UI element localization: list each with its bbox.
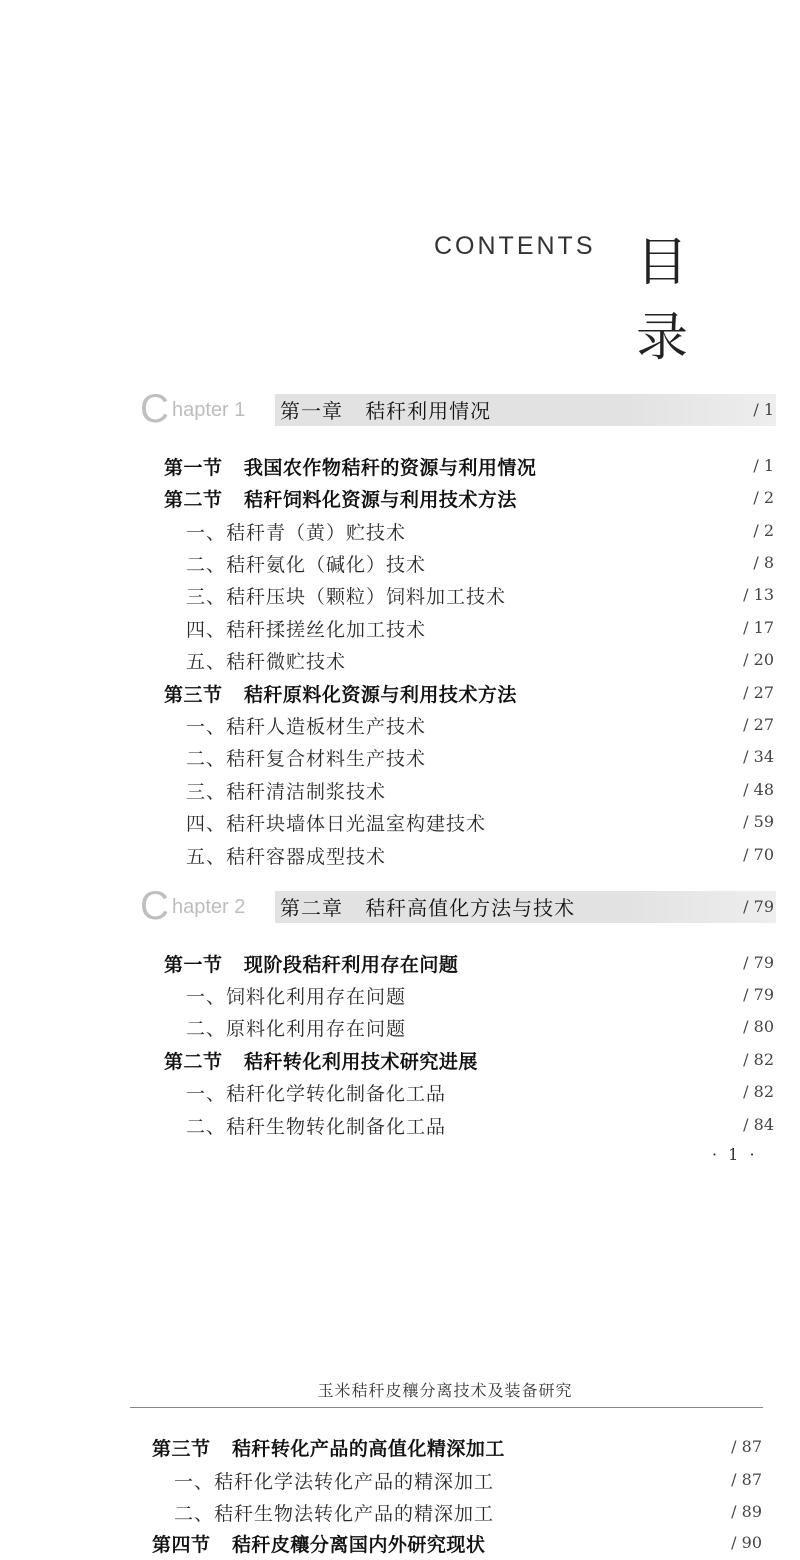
toc-entry-page: / 70 <box>743 845 774 864</box>
toc-entry-page: / 17 <box>743 618 774 637</box>
toc-entry[interactable] <box>164 1047 776 1077</box>
toc-entry-text: 一、秸秆人造板材生产技术 <box>186 716 427 738</box>
toc-entry[interactable] <box>186 982 776 1012</box>
toc-entry-text: 一、饲料化利用存在问题 <box>186 986 407 1008</box>
toc-entry-page: / 79 <box>743 985 774 1004</box>
toc-entry-page: / 80 <box>743 1017 774 1036</box>
chapter-label: hapter 1 <box>172 399 246 421</box>
toc-entry[interactable] <box>186 712 776 742</box>
toc-entry[interactable] <box>186 1079 776 1109</box>
toc-entry-page: / 48 <box>743 780 774 799</box>
toc-entry-page: / 90 <box>731 1533 762 1552</box>
toc-entry-page: / 20 <box>743 650 774 669</box>
toc-entry-page: / 59 <box>743 812 774 831</box>
toc-entry-text: 二、原料化利用存在问题 <box>186 1018 407 1040</box>
toc-entry-page: / 89 <box>731 1502 762 1521</box>
toc-entry[interactable] <box>164 950 776 980</box>
chapter-1-header[interactable] <box>140 387 776 431</box>
toc-entry-page: / 82 <box>743 1082 774 1101</box>
toc-entry-page: / 82 <box>743 1050 774 1069</box>
toc-entry-text: 第三节 秸秆原料化资源与利用技术方法 <box>164 684 517 706</box>
toc-entry-text: 一、秸秆化学转化制备化工品 <box>186 1083 447 1105</box>
toc-entry-text: 第二节 秸秆转化利用技术研究进展 <box>164 1051 478 1073</box>
chapter-initial: C <box>140 884 169 928</box>
chapter-title: 第二章 秸秆高值化方法与技术 <box>280 896 576 920</box>
toc-entry-text: 第四节 秸秆皮穰分离国内外研究现状 <box>152 1534 486 1556</box>
toc-entry-page: / 8 <box>753 553 774 572</box>
running-head: 玉米秸秆皮穰分离技术及装备研究 <box>317 1381 573 1400</box>
chapter-initial: C <box>140 387 169 431</box>
toc-entry-text: 第三节 秸秆转化产品的高值化精深加工 <box>152 1438 505 1460</box>
contents-heading-zh: 目 录 <box>636 233 723 368</box>
chapter-page: / 79 <box>743 897 774 916</box>
toc-entry-text: 三、秸秆压块（颗粒）饲料加工技术 <box>186 586 507 608</box>
toc-entry-text: 第一节 现阶段秸秆利用存在问题 <box>164 954 459 976</box>
toc-entry-text: 二、秸秆氨化（碱化）技术 <box>186 554 427 576</box>
toc-entry[interactable] <box>164 485 776 515</box>
toc-entry-text: 四、秸秆揉搓丝化加工技术 <box>186 619 427 641</box>
toc-entry[interactable] <box>164 680 776 710</box>
toc-entry[interactable] <box>186 842 776 872</box>
toc-entry[interactable] <box>186 744 776 774</box>
toc-entry-page: / 13 <box>743 585 774 604</box>
toc-entry-text: 二、秸秆复合材料生产技术 <box>186 748 427 770</box>
header-divider <box>130 1407 763 1408</box>
toc-entry-text: 第一节 我国农作物秸秆的资源与利用情况 <box>164 457 537 479</box>
toc-entry[interactable] <box>186 582 776 612</box>
toc-entry-page: / 27 <box>743 683 774 702</box>
toc-entry-text: 四、秸秆块墙体日光温室构建技术 <box>186 813 487 835</box>
toc-entry[interactable] <box>164 453 776 483</box>
toc-entry-page: / 79 <box>743 953 774 972</box>
chapter-label: hapter 2 <box>172 896 246 918</box>
toc-entry[interactable] <box>174 1467 764 1497</box>
toc-entry-page: / 2 <box>753 521 774 540</box>
toc-entry-page: / 34 <box>743 747 774 766</box>
chapter-page: / 1 <box>753 400 774 419</box>
toc-entry-page: / 84 <box>743 1115 774 1134</box>
toc-entry-text: 二、秸秆生物法转化产品的精深加工 <box>174 1503 495 1525</box>
toc-entry[interactable] <box>186 809 776 839</box>
toc-entry[interactable] <box>186 550 776 580</box>
toc-entry-text: 第二节 秸秆饲料化资源与利用技术方法 <box>164 489 517 511</box>
toc-entry[interactable] <box>186 647 776 677</box>
contents-heading-en: CONTENTS <box>434 232 596 260</box>
toc-entry[interactable] <box>186 1014 776 1044</box>
toc-entry-text: 一、秸秆青（黄）贮技术 <box>186 522 407 544</box>
toc-entry[interactable] <box>186 1112 776 1142</box>
toc-entry[interactable] <box>186 615 776 645</box>
toc-entry[interactable] <box>152 1434 764 1464</box>
chapter-2-header[interactable] <box>140 884 776 928</box>
toc-entry[interactable] <box>186 518 776 548</box>
toc-entry-text: 一、秸秆化学法转化产品的精深加工 <box>174 1471 495 1493</box>
toc-entry-text: 五、秸秆容器成型技术 <box>186 846 387 868</box>
toc-entry[interactable] <box>152 1530 764 1560</box>
toc-entry-page: / 27 <box>743 715 774 734</box>
toc-entry-text: 五、秸秆微贮技术 <box>186 651 347 673</box>
toc-entry-page: / 87 <box>731 1470 762 1489</box>
toc-entry-text: 三、秸秆清洁制浆技术 <box>186 781 387 803</box>
chapter-title: 第一章 秸秆利用情况 <box>280 399 492 423</box>
toc-entry-page: / 2 <box>753 488 774 507</box>
toc-entry-page: / 87 <box>731 1437 762 1456</box>
toc-entry-text: 二、秸秆生物转化制备化工品 <box>186 1116 447 1138</box>
toc-entry[interactable] <box>186 777 776 807</box>
toc-entry-page: / 1 <box>753 456 774 475</box>
page-number: · 1 · <box>712 1145 758 1164</box>
toc-entry[interactable] <box>174 1499 764 1529</box>
